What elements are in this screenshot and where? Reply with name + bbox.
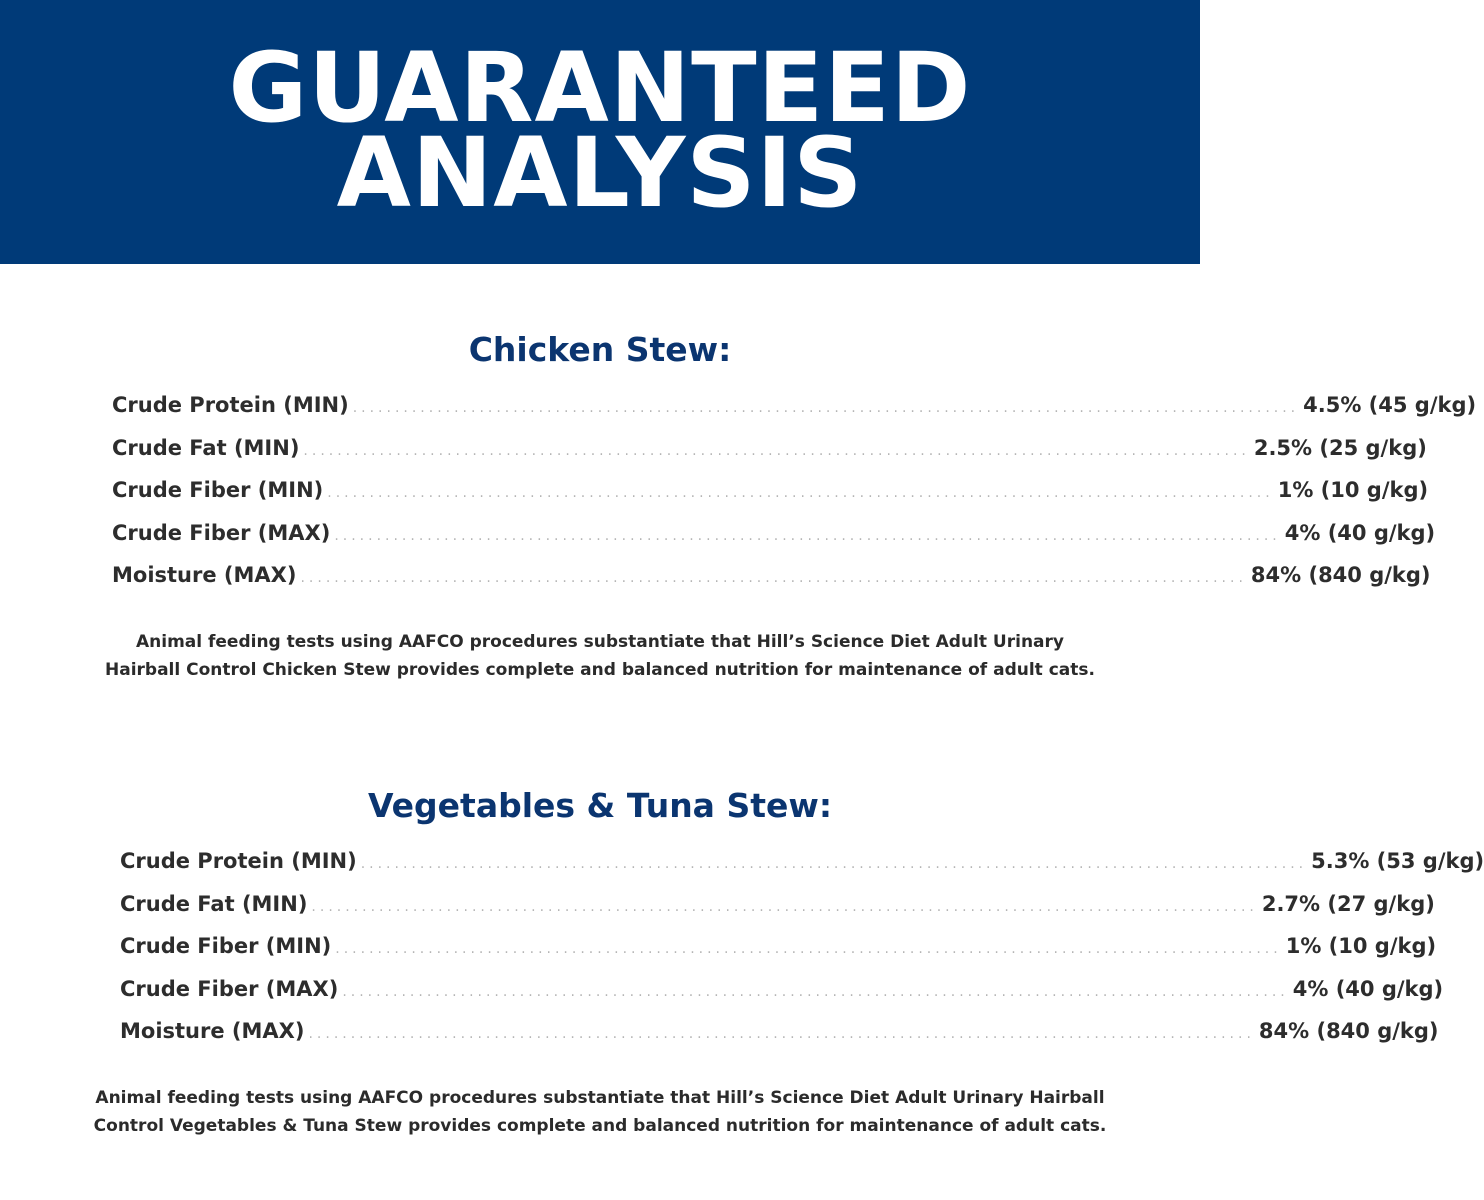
analysis-row (112, 512, 1436, 555)
analysis-row (120, 968, 1444, 1011)
section-title: Chicken Stew: (468, 330, 732, 369)
nutrient-value: 4% (40 g/kg) (1292, 976, 1444, 1001)
nutrient-value: 1% (10 g/kg) (1285, 934, 1437, 958)
nutrient-value: 5.3% (53 g/kg) (1311, 849, 1484, 873)
nutrient-value: 84% (840 g/kg) (1258, 1019, 1439, 1043)
analysis-row (120, 1010, 1439, 1053)
analysis-table (120, 840, 1484, 1053)
leader-dots: ................................................................................................................ (311, 898, 1258, 915)
analysis-section-vegetables-tuna-stew (0, 786, 1484, 1053)
statement-line: Control Vegetables & Tuna Stew provides complete and balanced nutrition for maintenance of adult cats. (93, 1116, 1107, 1136)
nutrient-value: 1% (10 g/kg) (1277, 478, 1429, 502)
nutrient-label: Crude Fiber (MIN) (120, 934, 332, 958)
nutrient-label: Moisture (MAX) (120, 1019, 305, 1043)
nutrient-label: Crude Fat (MIN) (120, 891, 308, 916)
nutrient-value: 4.5% (45 g/kg) (1303, 393, 1477, 417)
statement-line: Hairball Control Chicken Stew provides complete and balanced nutrition for maintenance of adult cats. (105, 660, 1095, 680)
leader-dots: ................................................................................................................ (303, 442, 1250, 459)
nutrient-label: Crude Fiber (MIN) (112, 478, 324, 502)
analysis-row (112, 469, 1429, 512)
analysis-row (112, 427, 1427, 470)
leader-dots: ................................................................................................................ (308, 1026, 1255, 1042)
nutrient-label: Moisture (MAX) (112, 563, 297, 587)
page-title-line-2: ANALYSIS (336, 117, 864, 229)
nutrient-label: Crude Fiber (MAX) (112, 520, 331, 545)
section-title: Vegetables & Tuna Stew: (367, 786, 833, 825)
leader-dots: ................................................................................................................ (327, 485, 1274, 501)
statement-line: Animal feeding tests using AAFCO procedures substantiate that Hill’s Science Diet Adult Urinary (135, 632, 1064, 652)
analysis-row (120, 840, 1484, 883)
header-banner (0, 0, 1200, 264)
nutrient-value: 84% (840 g/kg) (1250, 563, 1431, 587)
leader-dots: ................................................................................................................ (335, 941, 1282, 957)
aafco-statement-vegetables-tuna-stew (0, 1084, 1200, 1140)
analysis-row (120, 925, 1437, 968)
aafco-statement-chicken-stew (0, 628, 1200, 684)
leader-dots: ................................................................................................................ (300, 570, 1247, 586)
analysis-row (112, 384, 1477, 427)
leader-dots: ................................................................................................................ (342, 983, 1289, 1000)
analysis-section-chicken-stew (0, 330, 1477, 597)
page-title-line-1: GUARANTEED (228, 32, 972, 144)
analysis-row (112, 554, 1431, 597)
nutrient-label: Crude Protein (MIN) (120, 849, 357, 873)
leader-dots: ................................................................................................................ (352, 400, 1300, 416)
nutrient-value: 4% (40 g/kg) (1284, 520, 1436, 545)
nutrient-label: Crude Fiber (MAX) (120, 976, 339, 1001)
analysis-table (112, 384, 1477, 597)
nutrient-label: Crude Fat (MIN) (112, 435, 300, 460)
nutrient-value: 2.7% (27 g/kg) (1261, 891, 1435, 916)
statement-line: Animal feeding tests using AAFCO procedures substantiate that Hill’s Science Diet Adult Urinary Hairball (95, 1088, 1105, 1108)
nutrient-label: Crude Protein (MIN) (112, 393, 349, 417)
analysis-row (120, 883, 1435, 926)
leader-dots: ................................................................................................................ (334, 527, 1281, 544)
nutrient-value: 2.5% (25 g/kg) (1253, 435, 1427, 460)
leader-dots: ................................................................................................................ (360, 856, 1308, 872)
